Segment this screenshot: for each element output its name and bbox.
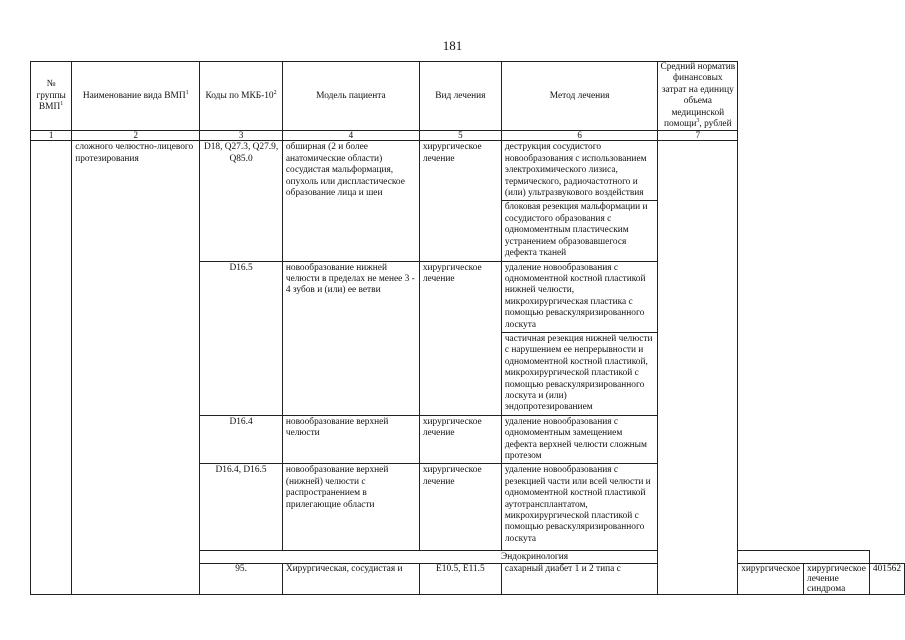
model-cell: новообразование верхней (нижней) челюсти с распространением в прилегающие области (282, 464, 419, 551)
col-number: 3 (200, 131, 283, 141)
col-number: 4 (282, 131, 419, 141)
header-model: Модель пациента (282, 62, 419, 131)
table-row (31, 141, 905, 201)
header-cost: Средний норматив финансовых затрат на единицу объема медицинской помощи$^3$, рублей (658, 62, 738, 131)
treatment-cell: хирургическое лечение (419, 415, 501, 464)
method-cell: удаление новообразования с одномоментной костной пластикой нижней челюсти, микрохирургическая пластика с помощью реваскуляризированного лоскута (501, 261, 658, 332)
header-method: Метод лечения (501, 62, 658, 131)
group-number-cell (31, 141, 72, 595)
header-group: № группы ВМП$^1$ (31, 62, 72, 131)
codes-cell: E10.5, E11.5 (419, 564, 501, 595)
header-codes: Коды по МКБ-$10^2$ (200, 62, 283, 131)
header-row (31, 62, 905, 131)
col-number: 7 (658, 131, 738, 141)
model-cell: новообразование верхней челюсти (282, 415, 419, 464)
method-cell: частичная резекция нижней челюсти с нарушением ее непрерывности и одномоментной костной пластикой, микрохирургической пластикой с помощью реваскуляризированного лоскута и (или) эндопротезированием (501, 332, 658, 415)
treatment-cell: хирургическое лечение (419, 464, 501, 551)
page-number: 181 (442, 38, 463, 53)
group-number-cell: 95. (200, 564, 283, 595)
cost-cell (658, 141, 738, 595)
method-cell: хирургическое лечение синдрома (804, 564, 870, 595)
col-number: 1 (31, 131, 72, 141)
method-cell: удаление новообразования с резекцией части или всей челюсти и одномоментной костной пластикой аутотрансплантатом, микрохирургической пластикой с помощью реваскуляризированного лоскута (501, 464, 658, 551)
codes-cell: D16.5 (200, 261, 283, 415)
col-number: 2 (72, 131, 200, 141)
codes-cell: D16.4 (200, 415, 283, 464)
treatment-cell: хирургическое (738, 564, 804, 595)
vmp-name-cell: сложного челюстно-лицевого протезирования (72, 141, 200, 595)
vmp-name-cell: Хирургическая, сосудистая и (282, 564, 419, 595)
col-number: 6 (501, 131, 658, 141)
codes-cell: D18, Q27.3, Q27.9, Q85.0 (200, 141, 283, 261)
method-cell: блоковая резекция мальформации и сосудистого образования с одномоментным пластическим устранением образовавшегося дефекта тканей (501, 201, 658, 261)
method-cell: деструкция сосудистого новообразования с использованием электрохимического лизиса, термического, радиочастотного и (или) ультразвукового воздействия (501, 141, 658, 201)
model-cell: сахарный диабет 1 и 2 типа с (501, 564, 658, 595)
cost-cell: 401562 (869, 564, 904, 595)
treatment-cell: хирургическое лечение (419, 261, 501, 415)
model-cell: обширная (2 и более анатомические области) сосудистая мальформация, опухоль или диспластическое образование лица и шеи (282, 141, 419, 261)
column-number-row (31, 131, 905, 141)
model-cell: новообразование нижней челюсти в пределах не менее 3 - 4 зубов и (или) ее ветви (282, 261, 419, 415)
header-treatment: Вид лечения (419, 62, 501, 131)
col-number: 5 (419, 131, 501, 141)
header-name: Наименование вида ВМП$^1$ (72, 62, 200, 131)
method-cell: удаление новообразования с одномоментным замещением дефекта верхней челюсти сложным протезом (501, 415, 658, 464)
section-title: Эндокринология (200, 551, 870, 564)
codes-cell: D16.4, D16.5 (200, 464, 283, 551)
vmp-table (30, 61, 905, 595)
treatment-cell: хирургическое лечение (419, 141, 501, 261)
